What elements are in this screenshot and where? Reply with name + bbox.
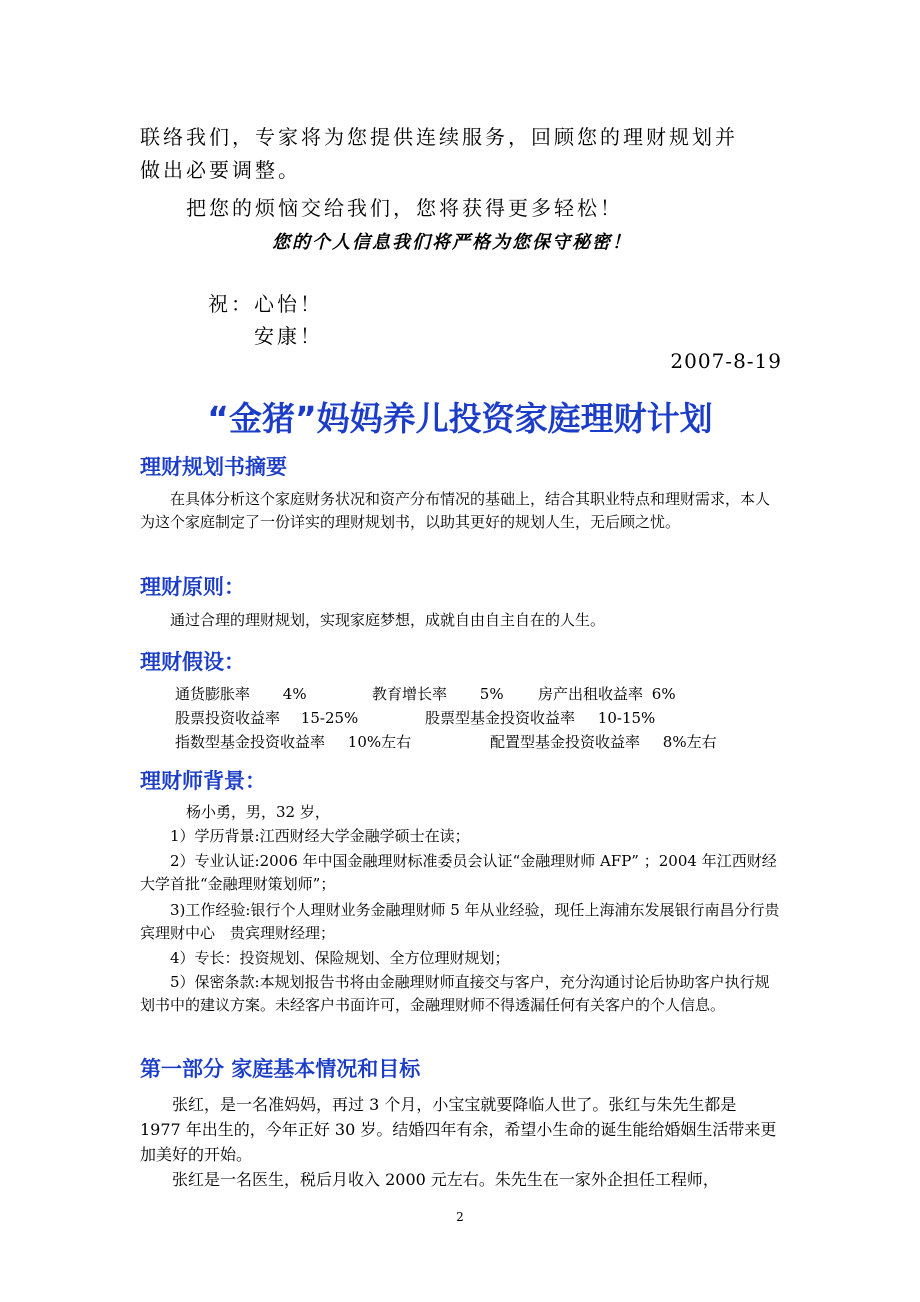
planner-education: 1）学历背景:江西财经大学金融学硕士在读；	[170, 827, 470, 845]
assumption-heading: 理财假设：	[140, 650, 245, 674]
assumption-rental	[538, 683, 676, 704]
letter-line-1: 联络我们，专家将为您提供连续服务，回顾您的理财规划并	[140, 125, 738, 149]
assumption-label: 指数型基金投资收益率	[175, 733, 326, 751]
assumption-value: 6%	[651, 685, 676, 703]
assumption-education	[372, 683, 504, 704]
assumption-value: 4%	[282, 685, 307, 703]
assumption-label: 配置型基金投资收益率	[490, 733, 641, 751]
assumption-stock-fund	[425, 707, 655, 728]
letter-line-3: 把您的烦恼交给我们，您将获得更多轻松！	[186, 196, 623, 220]
planner-intro: 杨小勇，男，32 岁，	[186, 803, 330, 821]
summary-heading: 理财规划书摘要	[140, 455, 287, 479]
assumption-value: 8%左右	[662, 733, 717, 751]
letter-date: 2007-8-19	[670, 349, 782, 373]
summary-text: 在具体分析这个家庭财务状况和资产分布情况的基础上，结合其职业特点和理财需求，本人为这个家庭制定了一份详实的理财规划书，以助其更好的规划人生，无后顾之忧。	[140, 490, 771, 531]
planner-certification: 2）专业认证:2006 年中国金融理财标准委员会认证“金融理财师 AFP” ；2004 年江西财经大学首批“金融理财策划师”；	[140, 852, 777, 893]
assumption-label: 通货膨胀率	[175, 685, 251, 703]
letter-line-2: 做出必要调整。	[140, 158, 301, 182]
assumption-index-fund	[175, 731, 411, 752]
assumption-label: 股票型基金投资收益率	[425, 709, 576, 727]
assumption-value: 15-25%	[300, 709, 359, 727]
assumption-inflation	[175, 683, 307, 704]
page-number: 2	[456, 1210, 464, 1224]
planner-heading: 理财师背景：	[140, 769, 266, 793]
plan-title: “金猪”妈妈养儿投资家庭理财计划	[207, 399, 713, 438]
assumption-value: 5%	[479, 685, 504, 703]
planner-experience: 3)工作经验:银行个人理财业务金融理财师 5 年从业经验，现任上海浦东发展银行南昌分行贵宾理财中心 贵宾理财经理；	[140, 901, 780, 942]
assumption-stock	[175, 707, 358, 728]
part1-paragraph-2: 张红是一名医生，税后月收入 2000 元左右。朱先生在一家外企担任工程师，	[172, 1170, 719, 1189]
privacy-statement: 您的个人信息我们将严格为您保守秘密！	[272, 232, 632, 253]
part1-heading: 第一部分 家庭基本情况和目标	[140, 1057, 421, 1081]
assumption-label: 房产出租收益率	[538, 685, 644, 703]
part1-paragraph-1: 张红，是一名准妈妈，再过 3 个月，小宝宝就要降临人世了。张红与朱先生都是 1977 年出生的，今年正好 30 岁。结婚四年有余，希望小生命的诞生能给婚姻生活带来更加美好的开始。	[140, 1095, 777, 1164]
assumption-allocation-fund	[490, 731, 717, 752]
assumption-value: 10%左右	[347, 733, 412, 751]
wish-line-2: 安康！	[254, 324, 323, 348]
assumption-value: 10-15%	[597, 709, 656, 727]
assumption-label: 教育增长率	[372, 685, 448, 703]
principle-heading: 理财原则：	[140, 575, 245, 599]
planner-confidentiality: 5）保密条款:本规划报告书将由金融理财师直接交与客户，充分沟通讨论后协助客户执行规划书中的建议方案。未经客户书面许可，金融理财师不得透漏任何有关客户的个人信息。	[140, 973, 770, 1014]
wish-line-1: 祝：心怡！	[208, 292, 323, 316]
principle-text: 通过合理的理财规划，实现家庭梦想，成就自由自主自在的人生。	[170, 611, 606, 629]
assumption-label: 股票投资收益率	[175, 709, 281, 727]
planner-expertise: 4）专长：投资规划、保险规划、全方位理财规划；	[170, 949, 510, 967]
